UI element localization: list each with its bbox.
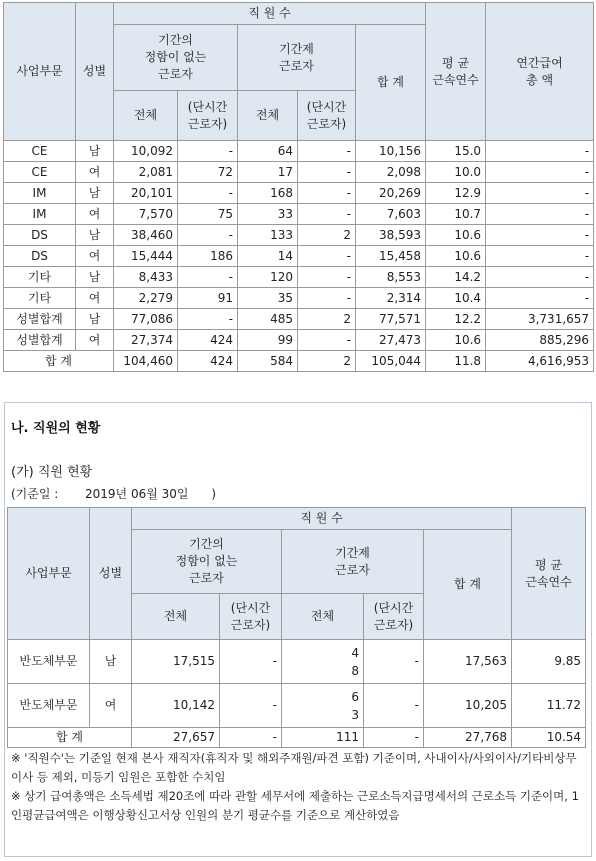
cell-division: CE [4,141,76,162]
cell-pay: - [486,225,594,246]
cell-perm-all: 27,657 [132,728,220,748]
cell-total: 2,314 [356,288,426,309]
table-row [4,267,594,288]
header-permanent-part [220,594,282,640]
header-permanent-line3: 근로자 [189,571,224,585]
table-row [4,246,594,267]
table-row [4,141,594,162]
cell-gender: 여 [76,204,114,225]
staff-status-panel [4,402,592,857]
cell-pay: - [486,141,594,162]
cell-cont-part: - [364,728,424,748]
cell-cont-all-line2: 3 [351,707,359,722]
cell-gender: 여 [90,684,132,728]
cell-cont-all-line1: 6 [351,689,359,704]
cell-division: DS [4,225,76,246]
cell-pay: - [486,183,594,204]
cell-gender: 여 [76,288,114,309]
cell-cont-part: - [298,183,356,204]
cell-total-label: 합 계 [8,728,132,748]
cell-total: 27,768 [424,728,512,748]
cell-division: 기타 [4,288,76,309]
header-tenure-line1: 평 균 [535,557,563,572]
cell-cont-all: 120 [238,267,298,288]
table-row [8,640,586,684]
header-gender: 성별 [90,508,132,640]
table-row [4,183,594,204]
table-row [4,330,594,351]
cell-cont-part: - [298,288,356,309]
header-permanent-all: 전체 [114,91,178,141]
cell-cont-part: 2 [298,225,356,246]
cell-division: IM [4,183,76,204]
header-tenure [426,3,486,141]
header-permanent-line2: 정함이 없는 [175,554,238,568]
cell-perm-all: 7,570 [114,204,178,225]
cell-cont-all: 64 [238,141,298,162]
cell-cont-part: - [298,204,356,225]
header-contract-part [298,91,356,141]
cell-cont-all-line2: 8 [351,663,359,678]
cell-perm-part: 75 [178,204,238,225]
cell-perm-all: 10,142 [132,684,220,728]
cell-pay: 4,616,953 [486,351,594,372]
header-contract [238,25,356,91]
cell-tenure: 10.6 [426,225,486,246]
cell-total: 8,553 [356,267,426,288]
cell-tenure: 14.2 [426,267,486,288]
cell-cont-part: - [298,141,356,162]
header-permanent-line2: 정함이 없는 [144,50,207,64]
header-permanent [132,530,282,594]
cell-pay: 885,296 [486,330,594,351]
footnote: ※ 상기 급여총액은 소득세법 제20조에 따라 관할 세무서에 제출하는 근로소득지급명세서의 근로소득 기준이며, 1인평균급여액은 이행상황신고서상 인원의 분기 평균수를 기준으로 계산하였음 [11,789,579,822]
cell-gender: 남 [76,309,114,330]
cell-pay: - [486,288,594,309]
header-division: 사업부문 [4,3,76,141]
cell-pay: - [486,267,594,288]
header-total: 합 계 [356,25,426,141]
header-pay-line2: 총 액 [526,72,554,87]
header-staff-count: 직 원 수 [132,508,512,530]
cell-perm-all: 77,086 [114,309,178,330]
header-contract [282,530,424,594]
cell-cont-all: 584 [238,351,298,372]
cell-perm-part: - [220,684,282,728]
cell-perm-all: 10,092 [114,141,178,162]
cell-cont-part: - [298,162,356,183]
cell-cont-part: 2 [298,309,356,330]
cell-gender: 여 [76,330,114,351]
cell-pay: - [486,246,594,267]
header-part-line2: 근로자) [187,116,228,131]
cell-division: 성별합계 [4,330,76,351]
cell-pay: - [486,204,594,225]
cell-tenure: 10.0 [426,162,486,183]
table-row [4,225,594,246]
cell-tenure: 11.72 [512,684,586,728]
cell-division: 기타 [4,267,76,288]
cell-total: 27,473 [356,330,426,351]
header-permanent-line1: 기간의 [158,33,193,47]
total-row [4,351,594,372]
cell-perm-all: 15,444 [114,246,178,267]
cell-total: 38,593 [356,225,426,246]
cell-tenure: 11.8 [426,351,486,372]
cell-cont-all-line1: 4 [351,645,359,660]
cell-pay: 3,731,657 [486,309,594,330]
cell-division: IM [4,204,76,225]
header-part-line1: (단시간 [373,600,414,615]
section-title: 나. 직원의 현황 [11,421,101,436]
cell-perm-part: - [220,728,282,748]
cell-perm-part: 186 [178,246,238,267]
cell-total: 17,563 [424,640,512,684]
header-contract-line2: 근로자 [279,58,314,73]
header-contract-part [364,594,424,640]
cell-tenure: 10.6 [426,246,486,267]
header-part-line1: (단시간 [306,99,347,114]
reference-date: (기준일 : 2019년 06월 30일 ) [11,487,217,501]
cell-tenure: 12.9 [426,183,486,204]
table-row [8,684,586,728]
cell-division: CE [4,162,76,183]
cell-total: 2,098 [356,162,426,183]
cell-total-label: 합 계 [4,351,114,372]
cell-gender: 남 [76,267,114,288]
cell-cont-part: - [298,330,356,351]
header-contract-all: 전체 [238,91,298,141]
cell-cont-all: 111 [282,728,364,748]
cell-perm-all: 104,460 [114,351,178,372]
table-row [4,204,594,225]
cell-tenure: 10.6 [426,330,486,351]
subsection-title: (가) 직원 현황 [11,465,93,480]
header-part-line2: 근로자) [373,617,414,632]
staff-table-bottom [7,507,586,748]
cell-perm-part: 424 [178,330,238,351]
cell-cont-part: 2 [298,351,356,372]
cell-cont-all [282,684,364,728]
cell-tenure: 15.0 [426,141,486,162]
table-row [4,288,594,309]
cell-perm-part: - [220,640,282,684]
cell-tenure: 10.7 [426,204,486,225]
cell-perm-part: - [178,309,238,330]
header-contract-all: 전체 [282,594,364,640]
cell-tenure: 12.2 [426,309,486,330]
header-contract-line2: 근로자 [335,562,370,577]
cell-perm-all: 8,433 [114,267,178,288]
header-division: 사업부문 [8,508,90,640]
header-permanent-line1: 기간의 [189,537,224,551]
cell-perm-part: - [178,225,238,246]
header-contract-line1: 기간제 [335,545,370,560]
cell-tenure: 10.54 [512,728,586,748]
cell-cont-all: 99 [238,330,298,351]
cell-total: 20,269 [356,183,426,204]
staff-table-panel-top [0,0,596,396]
footnotes [11,749,581,825]
cell-perm-all: 2,081 [114,162,178,183]
cell-cont-part: - [364,684,424,728]
header-permanent-part [178,91,238,141]
cell-division: DS [4,246,76,267]
cell-cont-all: 168 [238,183,298,204]
cell-perm-part: 72 [178,162,238,183]
footnote: ※ '직원수'는 기준일 현재 본사 재직자(휴직자 및 해외주재원/파견 포함) 기준이며, 사내이사/사외이사/기타비상무이사 등 제외, 미등기 임원은 포함한 수치임 [11,751,577,784]
cell-perm-part: 424 [178,351,238,372]
header-contract-line1: 기간제 [279,41,314,56]
cell-division: 반도체부문 [8,640,90,684]
cell-cont-part: - [364,640,424,684]
header-tenure-line2: 근속연수 [525,574,572,589]
cell-perm-all: 17,515 [132,640,220,684]
header-part-line1: (단시간 [230,600,271,615]
cell-total: 7,603 [356,204,426,225]
cell-total: 10,205 [424,684,512,728]
cell-gender: 여 [76,246,114,267]
cell-cont-part: - [298,267,356,288]
cell-gender: 남 [90,640,132,684]
header-permanent [114,25,238,91]
table-row [4,309,594,330]
cell-cont-all: 133 [238,225,298,246]
header-part-line2: 근로자) [230,617,271,632]
total-row [8,728,586,748]
header-permanent-all: 전체 [132,594,220,640]
header-staff-count: 직 원 수 [114,3,426,25]
header-total: 합 계 [424,530,512,640]
cell-cont-all: 485 [238,309,298,330]
cell-perm-all: 2,279 [114,288,178,309]
cell-division: 성별합계 [4,309,76,330]
header-gender: 성별 [76,3,114,141]
cell-cont-all: 14 [238,246,298,267]
cell-perm-part: 91 [178,288,238,309]
cell-tenure: 10.4 [426,288,486,309]
cell-cont-part: - [298,246,356,267]
header-tenure [512,508,586,640]
cell-total: 15,458 [356,246,426,267]
cell-cont-all [282,640,364,684]
cell-cont-all: 33 [238,204,298,225]
cell-total: 105,044 [356,351,426,372]
header-part-line2: 근로자) [306,116,347,131]
cell-perm-part: - [178,183,238,204]
header-tenure-line1: 평 균 [442,55,470,70]
cell-total: 77,571 [356,309,426,330]
header-tenure-line2: 근속연수 [432,72,479,87]
cell-perm-all: 20,101 [114,183,178,204]
cell-gender: 남 [76,183,114,204]
cell-gender: 남 [76,141,114,162]
cell-tenure: 9.85 [512,640,586,684]
header-pay-line1: 연간급여 [516,55,563,70]
table-row [4,162,594,183]
cell-perm-all: 27,374 [114,330,178,351]
cell-total: 10,156 [356,141,426,162]
staff-table-top [3,2,594,372]
header-permanent-line3: 근로자 [158,67,193,81]
cell-gender: 여 [76,162,114,183]
header-part-line1: (단시간 [187,99,228,114]
cell-perm-all: 38,460 [114,225,178,246]
cell-perm-part: - [178,267,238,288]
cell-cont-all: 17 [238,162,298,183]
header-annual-pay [486,3,594,141]
cell-gender: 남 [76,225,114,246]
cell-cont-all: 35 [238,288,298,309]
cell-pay: - [486,162,594,183]
cell-division: 반도체부문 [8,684,90,728]
cell-perm-part: - [178,141,238,162]
